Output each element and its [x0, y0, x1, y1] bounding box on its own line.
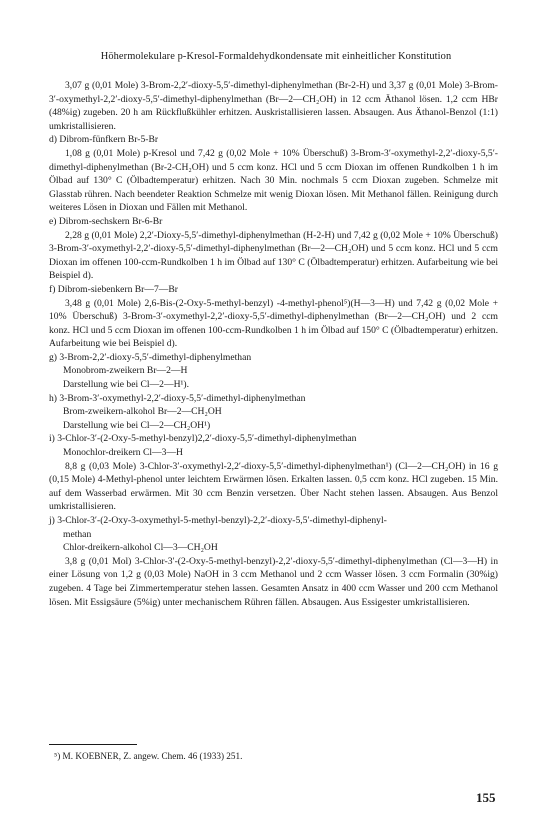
- paragraph: j) 3-Chlor-3′-(2-Oxy-3-oxymethyl-5-methyl-benzyl)-2,2′-dioxy-5,5′-dimethyl-diphenyl-: [49, 515, 387, 526]
- paragraph: Chlor-dreikern-alkohol Cl—3—CH₂OH: [63, 542, 218, 554]
- paragraph: Darstellung wie bei Cl—2—H¹).: [63, 379, 189, 391]
- paragraph: f) Dibrom-siebenkern Br—7—Br: [49, 283, 178, 295]
- page-number: 155: [476, 790, 496, 805]
- paragraph: 3,48 g (0,01 Mole) 2,6-Bis-(2-Oxy-5-methyl-benzyl) -4-methyl-phenol⁵)(H—3—H) und 7,42 g (0,02 Mole + 10% Überschuß) 3-Brom-3′-oxymethyl-2,2′-dioxy-5,5′-dimethyl-diphenylmethan (Br—2—CH₂OH) und 2 ccm konz. HCl und 5 ccm Dioxan im offenen 100-ccm-Rundkolben 1 h im Ölbad auf 150° C (Ölbadtemperatur) erhitzen. Aufarbeitung wie bei Beispiel d).: [49, 297, 498, 350]
- running-header: Höhermolekulare p-Kresol-Formaldehydkondensate mit einheitlicher Konstitution: [100, 51, 452, 62]
- paragraph: d) Dibrom-fünfkern Br-5-Br: [49, 134, 159, 146]
- paragraph: 3,8 g (0,01 Mol) 3-Chlor-3′-(2-Oxy-5-methyl-benzyl)-2,2′-dioxy-5,5′-dimethyl-diphenylmethan (Cl—3—H) in einer Lösung von 1,2 g (0,03 Mole) NaOH in 3 ccm Methanol und 2 ccm Wasser lösen. 3 ccm Formalin (30%ig) zugeben. 4 Tage bei Zimmertemperatur stehen lassen. Gesamten Ansatz in 400 ccm Wasser und 200 ccm Methanol lösen. Mit Essigsäure (5%ig) unter mechanischem Rühren fällen. Absaugen. Aus Essigester umkristallisieren.: [49, 555, 498, 608]
- paragraph: Monobrom-zweikern Br—2—H: [63, 365, 188, 377]
- paragraph: 3,07 g (0,01 Mole) 3-Brom-2,2′-dioxy-5,5′-dimethyl-diphenylmethan (Br-2-H) und 3,37 g (0,01 Mole) 3-Brom-3′-oxymethyl-2,2′-dioxy-5,5′-dimethyl-diphenylmethan (Br—2—CH₂OH) in 12 ccm Äthanol lösen. 1,2 ccm HBr (48%ig) zugeben. 20 h am Rückflußkühler erhitzen. Auskristallisieren lassen. Absaugen. Aus Äthanol-Benzol (1:1) umkristallisieren.: [49, 80, 498, 132]
- footnote: ⁵) M. KOEBNER, Z. angew. Chem. 46 (1933) 251.: [54, 751, 243, 761]
- body-text: [49, 79, 498, 609]
- paragraph: Darstellung wie bei Cl—2—CH₂OH¹): [63, 419, 211, 431]
- paragraph: i) 3-Chlor-3′-(2-Oxy-5-methyl-benzyl)2,2′-dioxy-5,5′-dimethyl-diphenylmethan: [49, 433, 357, 445]
- paragraph: e) Dibrom-sechskern Br-6-Br: [49, 215, 163, 227]
- paragraph: 2,28 g (0,01 Mole) 2,2′-Dioxy-5,5′-dimethyl-diphenylmethan (H-2-H) und 7,42 g (0,02 Mole + 10% Überschuß) 3-Brom-3′-oxymethyl-2,2′-dioxy-5,5′-dimethyl-diphenylmethan (Br—2—CH₂OH) und 5 ccm konz. HCl und 5 ccm Dioxan im offenen 100-ccm-Rundkolben 1 h im Ölbad auf 130° C (Ölbadtemperatur) erhitzen. Aufarbeitung wie bei Beispiel d).: [49, 229, 498, 282]
- paragraph: g) 3-Brom-2,2′-dioxy-5,5′-dimethyl-diphenylmethan: [49, 351, 252, 363]
- paragraph: methan: [63, 528, 92, 540]
- paragraph: 1,08 g (0,01 Mole) p-Kresol und 7,42 g (0,02 Mole + 10% Überschuß) 3-Brom-3′-oxymethyl-2,2′-dioxy-5,5′-dimethyl-diphenylmethan (Br-2-CH₂OH) und 5 ccm konz. HCl und 5 ccm Dioxan im offenen Rundkolben 1 h im Ölbad auf 130° C (Ölbadtemperatur) erhitzen. Nach 30 Min. nochmals 5 ccm Dioxan zugeben. Schmelze mit Glasstab rühren. Nach beendeter Reaktion Schmelze mit wenig Dioxan lösen. Mit Methanol fällen. Reinigung durch weiteres Lösen in Dioxan und Fällen mit Methanol.: [49, 147, 498, 214]
- paragraph: h) 3-Brom-3′-oxymethyl-2,2′-dioxy-5,5′-dimethyl-diphenylmethan: [49, 392, 306, 404]
- paragraph: Monochlor-dreikern Cl—3—H: [63, 447, 183, 459]
- paragraph: 8,8 g (0,03 Mole) 3-Chlor-3′-oxymethyl-2,2′-dioxy-5,5′-dimethyl-diphenylmethan¹) (Cl—2—CH₂OH) in 16 g (0,15 Mole) 4-Methyl-phenol unter leichtem Erwärmen lösen. Erkalten lassen. 0,5 ccm konz. HCl zugeben. 15 Min. auf dem Wasserbad erwärmen. Mit 30 ccm Benzin versetzen. Über Nacht stehen lassen. Absaugen. Aus Benzol umkristallisieren.: [49, 460, 498, 513]
- footnote-rule: [49, 744, 137, 745]
- paragraph: Brom-zweikern-alkohol Br—2—CH₂OH: [63, 406, 222, 418]
